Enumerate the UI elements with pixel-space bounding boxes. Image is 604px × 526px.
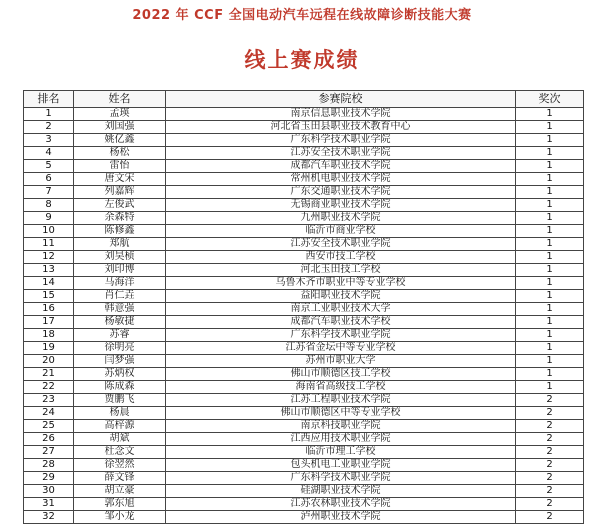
award-cell: 1 <box>516 121 584 134</box>
table-row <box>24 277 584 290</box>
table-row <box>24 134 584 147</box>
school-cell: 成都汽车职业技术学校 <box>166 316 516 329</box>
rank-cell: 25 <box>24 420 74 433</box>
award-cell: 1 <box>516 368 584 381</box>
table-row <box>24 173 584 186</box>
school-cell: 西安市技工学校 <box>166 251 516 264</box>
award-cell: 1 <box>516 199 584 212</box>
name-cell: 列嘉辉 <box>74 186 166 199</box>
name-cell: 姚亿鑫 <box>74 134 166 147</box>
table-row <box>24 290 584 303</box>
rank-cell: 32 <box>24 511 74 524</box>
results-table <box>23 90 584 524</box>
rank-cell: 3 <box>24 134 74 147</box>
award-cell: 2 <box>516 511 584 524</box>
award-cell: 1 <box>516 290 584 303</box>
rank-cell: 5 <box>24 160 74 173</box>
table-row <box>24 147 584 160</box>
school-cell: 临沂市理工学校 <box>166 446 516 459</box>
table-row <box>24 420 584 433</box>
rank-cell: 19 <box>24 342 74 355</box>
table-row <box>24 511 584 524</box>
rank-cell: 18 <box>24 329 74 342</box>
award-cell: 1 <box>516 186 584 199</box>
award-cell: 1 <box>516 108 584 121</box>
award-cell: 2 <box>516 459 584 472</box>
name-cell: 杨敏捷 <box>74 316 166 329</box>
name-cell: 胡斌 <box>74 433 166 446</box>
school-cell: 江苏省金坛中等专业学校 <box>166 342 516 355</box>
table-header-row <box>24 91 584 108</box>
table-row <box>24 433 584 446</box>
name-cell: 郑航 <box>74 238 166 251</box>
table-row <box>24 238 584 251</box>
rank-cell: 4 <box>24 147 74 160</box>
award-cell: 1 <box>516 381 584 394</box>
rank-cell: 11 <box>24 238 74 251</box>
school-cell: 广东科学技术职业学院 <box>166 472 516 485</box>
school-cell: 成都汽车职业技术学院 <box>166 160 516 173</box>
rank-cell: 28 <box>24 459 74 472</box>
name-cell: 苏炳权 <box>74 368 166 381</box>
school-cell: 硅湖职业技术学院 <box>166 485 516 498</box>
rank-cell: 26 <box>24 433 74 446</box>
school-cell: 江苏工程职业技术学院 <box>166 394 516 407</box>
award-cell: 1 <box>516 316 584 329</box>
school-cell: 常州机电职业技术学院 <box>166 173 516 186</box>
school-cell: 乌鲁木齐市职业中等专业学校 <box>166 277 516 290</box>
school-cell: 佛山市顺德区技工学校 <box>166 368 516 381</box>
name-cell: 徐明亮 <box>74 342 166 355</box>
name-cell: 杜念文 <box>74 446 166 459</box>
rank-cell: 23 <box>24 394 74 407</box>
table-row <box>24 394 584 407</box>
table-row <box>24 303 584 316</box>
name-cell: 郭东旭 <box>74 498 166 511</box>
school-cell: 河北玉田技工学校 <box>166 264 516 277</box>
name-cell: 刘昊桢 <box>74 251 166 264</box>
school-cell: 益阳职业技术学院 <box>166 290 516 303</box>
name-cell: 徐翌然 <box>74 459 166 472</box>
school-cell: 南京工业职业技术大学 <box>166 303 516 316</box>
award-cell: 1 <box>516 238 584 251</box>
name-cell: 陈成森 <box>74 381 166 394</box>
table-row <box>24 108 584 121</box>
name-cell: 余森特 <box>74 212 166 225</box>
school-cell: 泸州职业技术学院 <box>166 511 516 524</box>
rank-cell: 6 <box>24 173 74 186</box>
name-cell: 杨松 <box>74 147 166 160</box>
award-cell: 1 <box>516 160 584 173</box>
award-cell: 1 <box>516 251 584 264</box>
table-row <box>24 355 584 368</box>
table-row <box>24 485 584 498</box>
rank-cell: 24 <box>24 407 74 420</box>
rank-cell: 31 <box>24 498 74 511</box>
table-row <box>24 199 584 212</box>
table-row <box>24 407 584 420</box>
award-cell: 1 <box>516 147 584 160</box>
rank-cell: 27 <box>24 446 74 459</box>
table-row <box>24 160 584 173</box>
school-cell: 河北省玉田县职业技术教育中心 <box>166 121 516 134</box>
name-cell: 肖仁垚 <box>74 290 166 303</box>
rank-cell: 10 <box>24 225 74 238</box>
school-cell: 包头机电工业职业学院 <box>166 459 516 472</box>
school-cell: 广东科学技术职业学院 <box>166 329 516 342</box>
name-cell: 薛文锋 <box>74 472 166 485</box>
school-cell: 广东交通职业技术学院 <box>166 186 516 199</box>
award-cell: 2 <box>516 446 584 459</box>
table-row <box>24 121 584 134</box>
rank-cell: 20 <box>24 355 74 368</box>
name-cell: 杨晨 <box>74 407 166 420</box>
award-cell: 2 <box>516 407 584 420</box>
table-row <box>24 329 584 342</box>
award-cell: 2 <box>516 420 584 433</box>
award-cell: 1 <box>516 134 584 147</box>
school-cell: 南京科技职业学院 <box>166 420 516 433</box>
rank-cell: 12 <box>24 251 74 264</box>
rank-cell: 30 <box>24 485 74 498</box>
award-cell: 1 <box>516 329 584 342</box>
school-cell: 佛山市顺德区中等专业学校 <box>166 407 516 420</box>
name-cell: 马海洋 <box>74 277 166 290</box>
school-cell: 南京信息职业技术学院 <box>166 108 516 121</box>
rank-cell: 14 <box>24 277 74 290</box>
award-cell: 2 <box>516 485 584 498</box>
section-title: 线上赛成绩 <box>244 48 360 72</box>
name-cell: 胡立豪 <box>74 485 166 498</box>
school-cell: 苏州市职业大学 <box>166 355 516 368</box>
column-header-rank: 排名 <box>24 91 74 108</box>
award-cell: 1 <box>516 225 584 238</box>
school-cell: 江西应用技术职业学院 <box>166 433 516 446</box>
school-cell: 江苏安全技术职业学院 <box>166 238 516 251</box>
column-header-award: 奖次 <box>516 91 584 108</box>
school-cell: 九州职业技术学院 <box>166 212 516 225</box>
school-cell: 江苏农林职业技术学院 <box>166 498 516 511</box>
table-row <box>24 225 584 238</box>
name-cell: 刘印博 <box>74 264 166 277</box>
table-row <box>24 186 584 199</box>
rank-cell: 7 <box>24 186 74 199</box>
rank-cell: 13 <box>24 264 74 277</box>
table-row <box>24 472 584 485</box>
school-cell: 海南省高级技工学校 <box>166 381 516 394</box>
name-cell: 高梓源 <box>74 420 166 433</box>
table-row <box>24 251 584 264</box>
award-cell: 2 <box>516 433 584 446</box>
name-cell: 贾鹏飞 <box>74 394 166 407</box>
name-cell: 左俊武 <box>74 199 166 212</box>
rank-cell: 1 <box>24 108 74 121</box>
school-cell: 无锡商业职业技术学院 <box>166 199 516 212</box>
name-cell: 邹小龙 <box>74 511 166 524</box>
award-cell: 2 <box>516 472 584 485</box>
name-cell: 唐文宋 <box>74 173 166 186</box>
rank-cell: 17 <box>24 316 74 329</box>
rank-cell: 9 <box>24 212 74 225</box>
school-cell: 临沂市商业学校 <box>166 225 516 238</box>
document-title: 2022 年 CCF 全国电动汽车远程在线故障诊断技能大赛 <box>132 8 472 23</box>
rank-cell: 21 <box>24 368 74 381</box>
rank-cell: 29 <box>24 472 74 485</box>
rank-cell: 2 <box>24 121 74 134</box>
rank-cell: 15 <box>24 290 74 303</box>
rank-cell: 16 <box>24 303 74 316</box>
column-header-school: 参赛院校 <box>166 91 516 108</box>
award-cell: 1 <box>516 212 584 225</box>
table-row <box>24 342 584 355</box>
table-row <box>24 381 584 394</box>
rank-cell: 8 <box>24 199 74 212</box>
school-cell: 广东科学技术职业学院 <box>166 134 516 147</box>
table-row <box>24 368 584 381</box>
name-cell: 刘国强 <box>74 121 166 134</box>
table-row <box>24 316 584 329</box>
column-header-name: 姓名 <box>74 91 166 108</box>
award-cell: 2 <box>516 394 584 407</box>
award-cell: 1 <box>516 264 584 277</box>
table-row <box>24 264 584 277</box>
award-cell: 1 <box>516 173 584 186</box>
rank-cell: 22 <box>24 381 74 394</box>
name-cell: 陈修鑫 <box>74 225 166 238</box>
name-cell: 韩意强 <box>74 303 166 316</box>
award-cell: 1 <box>516 277 584 290</box>
award-cell: 1 <box>516 355 584 368</box>
award-cell: 1 <box>516 303 584 316</box>
table-row <box>24 459 584 472</box>
name-cell: 闫梦强 <box>74 355 166 368</box>
award-cell: 2 <box>516 498 584 511</box>
award-cell: 1 <box>516 342 584 355</box>
table-row <box>24 446 584 459</box>
name-cell: 雷怡 <box>74 160 166 173</box>
name-cell: 孟瑛 <box>74 108 166 121</box>
name-cell: 苏睿 <box>74 329 166 342</box>
table-row <box>24 498 584 511</box>
school-cell: 江苏安全技术职业学院 <box>166 147 516 160</box>
table-row <box>24 212 584 225</box>
